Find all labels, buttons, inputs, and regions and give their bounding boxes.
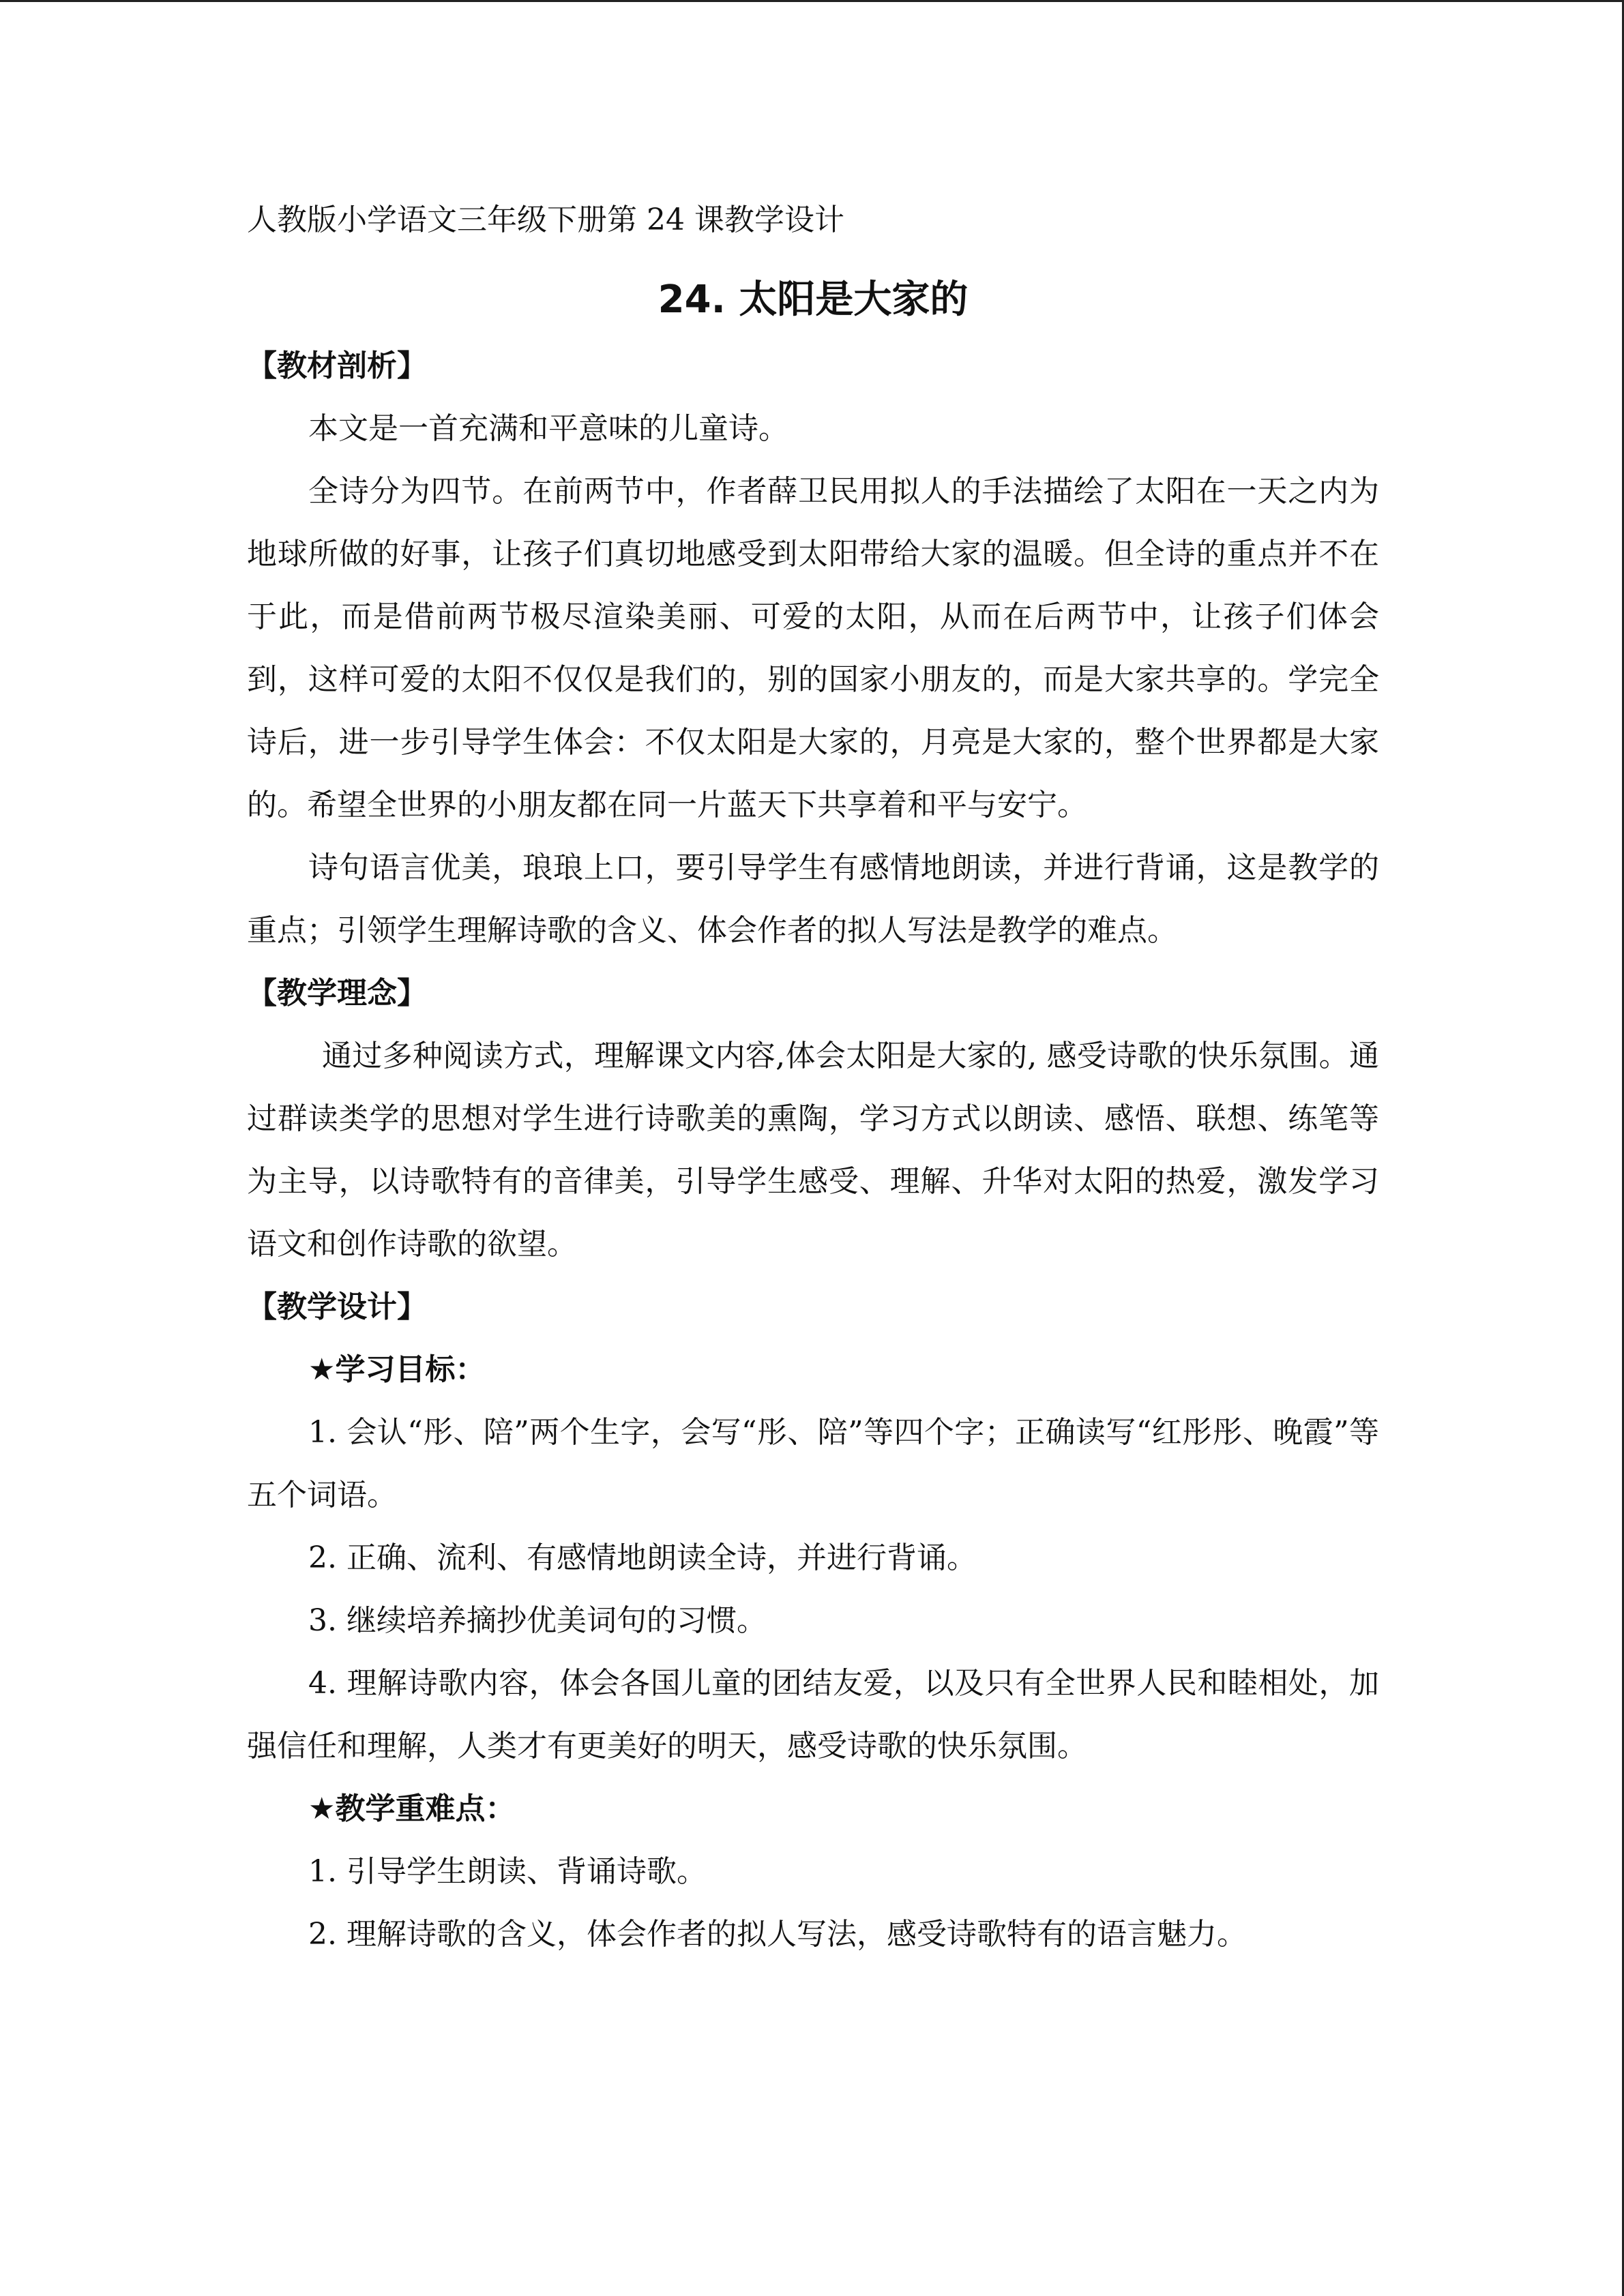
paragraph: 诗句语言优美，琅琅上口，要引导学生有感情地朗读，并进行背诵，这是教学的重点；引领学生理解诗歌的含义、体会作者的拟人写法是教学的难点。	[247, 850, 1379, 948]
paragraph: 本文是一首充满和平意味的儿童诗。	[308, 411, 788, 446]
subheading-key-points: ★教学重难点：	[308, 1791, 516, 1826]
document-title: 24. 太阳是大家的	[658, 278, 969, 322]
goal-item: 1. 会认“彤、陪”两个生字，会写“彤、陪”等四个字；正确读写“红彤彤、晚霞”等五个词语。	[247, 1415, 1379, 1512]
document-content	[247, 196, 1379, 1966]
paragraph: 通过多种阅读方式，理解课文内容,体会太阳是大家的, 感受诗歌的快乐氛围。通过群读类学的思想对学生进行诗歌美的熏陶，学习方式以朗读、感悟、联想、练笔等为主导，以诗歌特有的音律美，引导学生感受、理解、升华对太阳的热爱，激发学习语文和创作诗歌的欲望。	[247, 1039, 1379, 1262]
paragraph: 全诗分为四节。在前两节中，作者薛卫民用拟人的手法描绘了太阳在一天之内为地球所做的好事，让孩子们真切地感受到太阳带给大家的温暖。但全诗的重点并不在于此，而是借前两节极尽渲染美丽、可爱的太阳，从而在后两节中，让孩子们体会到，这样可爱的太阳不仅仅是我们的，别的国家小朋友的，而是大家共享的。学完全诗后，进一步引导学生体会：不仅太阳是大家的，月亮是大家的，整个世界都是大家的。希望全世界的小朋友都在同一片蓝天下共享着和平与安宁。	[247, 474, 1379, 822]
document-header-line: 人教版小学语文三年级下册第 24 课教学设计	[247, 203, 844, 237]
subheading-learning-goals: ★学习目标：	[308, 1352, 486, 1387]
goal-item: 3. 继续培养摘抄优美词句的习惯。	[308, 1603, 767, 1638]
goal-item: 4. 理解诗歌内容，体会各国儿童的团结友爱，以及只有全世界人民和睦相处，加强信任和理解，人类才有更美好的明天，感受诗歌的快乐氛围。	[247, 1666, 1379, 1763]
key-point-item: 1. 引导学生朗读、背诵诗歌。	[308, 1854, 707, 1889]
section-heading-teaching-design: 【教学设计】	[247, 1289, 427, 1324]
goal-item: 2. 正确、流利、有感情地朗读全诗，并进行背诵。	[308, 1540, 977, 1575]
section-heading-teaching-philosophy: 【教学理念】	[247, 976, 427, 1011]
section-heading-textbook-analysis: 【教材剖析】	[247, 348, 427, 383]
key-point-item: 2. 理解诗歌的含义，体会作者的拟人写法，感受诗歌特有的语言魅力。	[308, 1917, 1247, 1952]
